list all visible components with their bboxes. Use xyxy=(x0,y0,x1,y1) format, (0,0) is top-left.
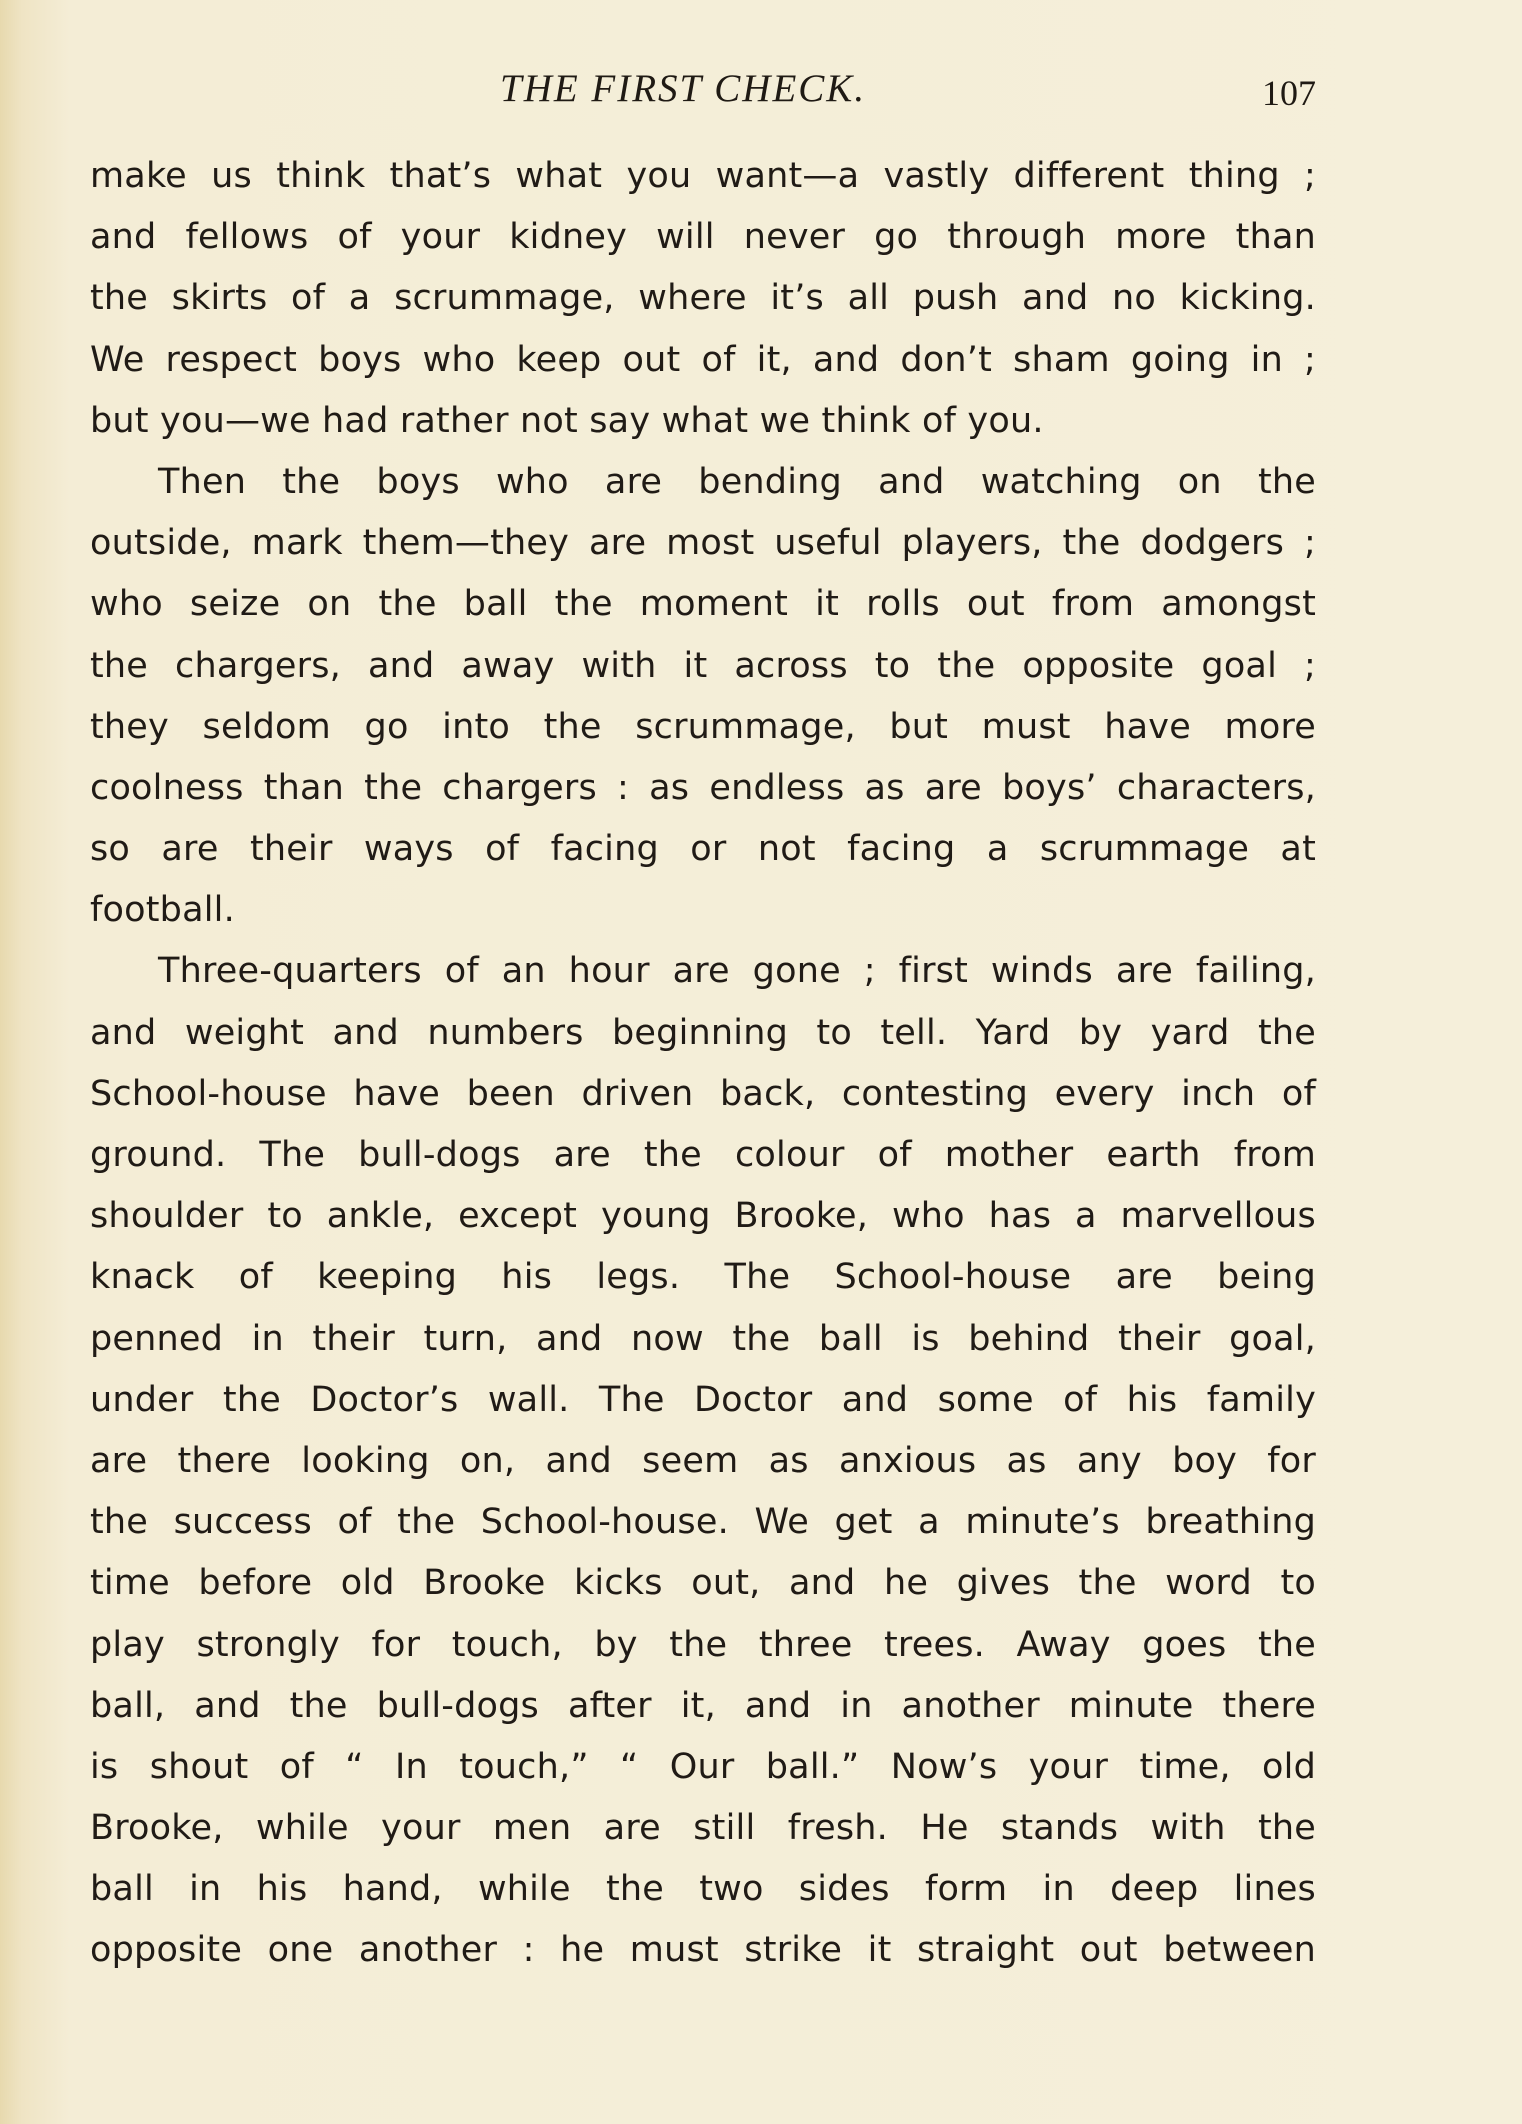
text-line: ground. The bull-dogs are the colour of mother earth from xyxy=(90,1135,1316,1175)
text-line: shoulder to ankle, except young Brooke, who has a marvellous xyxy=(90,1196,1316,1237)
text-line: ball in his hand, while the two sides form in deep lines xyxy=(90,1869,1316,1910)
page-number: 107 xyxy=(1262,73,1316,113)
text-line: School-house have been driven back, contesting every inch of xyxy=(90,1073,1316,1114)
text-line: so are their ways of facing or not facing a scrummage at xyxy=(90,829,1316,870)
text-line: and fellows of your kidney will never go through more than xyxy=(90,217,1316,258)
text-line: penned in their turn, and now the ball is behind their goal, xyxy=(90,1318,1316,1359)
text-line: and weight and numbers beginning to tell. Yard by yard the xyxy=(90,1012,1316,1053)
paragraph-start-line: Then the boys who are bending and watching on the xyxy=(158,461,1316,502)
text-line: coolness than the chargers : as endless as are boys’ characters, xyxy=(90,767,1316,808)
text-line: time before old Brooke kicks out, and he gives the word to xyxy=(90,1563,1316,1604)
text-line: football. xyxy=(90,890,235,931)
text-line: Brooke, while your men are still fresh. He stands with the xyxy=(90,1808,1316,1849)
text-line: We respect boys who keep out of it, and don’t sham going in ; xyxy=(90,339,1316,380)
paragraph-start-line: Three-quarters of an hour are gone ; first winds are failing, xyxy=(158,951,1316,992)
text-line: they seldom go into the scrummage, but must have more xyxy=(90,706,1316,747)
text-line: the skirts of a scrummage, where it’s all push and no kicking. xyxy=(90,278,1316,319)
text-line: make us think that’s what you want—a vastly different thing ; xyxy=(90,156,1316,196)
text-line: the chargers, and away with it across to the opposite goal ; xyxy=(90,645,1316,686)
text-line: under the Doctor’s wall. The Doctor and some of his family xyxy=(90,1379,1316,1420)
text-line: outside, mark them—they are most useful players, the dodgers ; xyxy=(90,523,1316,564)
text-line: knack of keeping his legs. The School-house are being xyxy=(90,1257,1316,1298)
text-line: who seize on the ball the moment it rolls out from amongst xyxy=(90,584,1316,625)
text-line: are there looking on, and seem as anxious as any boy for xyxy=(90,1440,1316,1481)
text-line: play strongly for touch, by the three trees. Away goes the xyxy=(90,1624,1316,1665)
body-text xyxy=(90,146,1316,1982)
text-line: opposite one another : he must strike it straight out between xyxy=(90,1930,1316,1971)
text-line: the success of the School-house. We get a minute’s breathing xyxy=(90,1502,1316,1543)
running-title: THE FIRST CHECK. xyxy=(500,67,867,110)
text-line: is shout of “ In touch,” “ Our ball.” Now’s your time, old xyxy=(90,1746,1316,1787)
text-line: but you—we had rather not say what we think of you. xyxy=(90,400,1044,441)
running-head xyxy=(0,66,1522,122)
text-line: ball, and the bull-dogs after it, and in another minute there xyxy=(90,1685,1316,1726)
